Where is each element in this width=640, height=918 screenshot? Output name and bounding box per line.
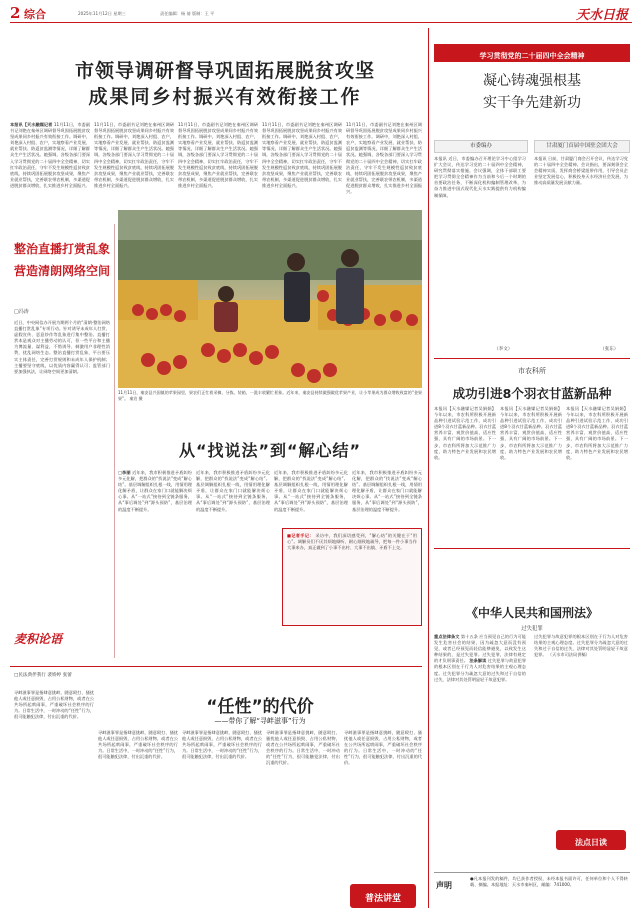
right-mid-body-col1 <box>434 406 496 540</box>
footer-label: 声明 <box>436 881 452 890</box>
reporter-note-title: ■记者手记： <box>287 533 314 538</box>
right-law-body-col2 <box>534 634 628 820</box>
right-top-author-b: （张东） <box>600 347 619 352</box>
right-top-body-a <box>434 156 526 344</box>
photo-caption <box>118 390 422 401</box>
feature-headline: “任性”的代价 <box>206 697 314 717</box>
opinion-body-continued: 近年来，我市积极推进矛盾纠纷多元化解，把群众的“找说法”变成“解心结”。基层调解组织扎根一线，用情用理化解矛盾，让群众在家门口就能解决烦心事。从“一站式”接待到全链条服务，从“事后调处”到“源头预防”，基层治理的温度不断提升。 <box>352 470 422 512</box>
feature-body-col5 <box>344 730 422 880</box>
right-mid-headline: 成功引进8个羽衣甘蓝新品种 <box>452 386 612 401</box>
right-block-divider <box>428 28 429 908</box>
right-mid-body-continued: 本报讯【天水融媒记者吴娟娟】今年以来，市农科所积极开展新品种引进试验示范工作，成功引进8个羽衣甘蓝新品种。羽衣甘蓝营养丰富、观赏价值高，适应性强，具有广阔的市场前景。下一步，市农科所将加大示范推广力度，助力特色产业发展和农民增收。 <box>500 406 562 460</box>
lead-body-col5 <box>346 122 422 204</box>
right-law-headline: 《中华人民共和国刑法》 <box>465 606 598 620</box>
right-top-headline-line2: 实干争先建新功 <box>483 95 581 111</box>
law-daily-logo-text: 法点日读 <box>575 838 607 847</box>
commentary-title <box>14 238 110 282</box>
section-name: 综合 <box>24 8 46 21</box>
commentary-body <box>14 320 110 620</box>
page-number: 2 <box>10 4 21 22</box>
opinion-body-col1 <box>118 470 192 656</box>
left-column-divider <box>114 224 115 658</box>
footer-rule <box>434 872 630 873</box>
opinion-body: 近年来，我市积极推进矛盾纠纷多元化解，把群众的“找说法”变成“解心结”。基层调解组织扎根一线，用情用理化解矛盾，让群众在家门口就能解决烦心事。从“一站式”接待到全链条服务，从“事后调处”到“源头预防”，基层治理的温度不断提升。 <box>118 470 192 512</box>
lead-body-col4 <box>262 122 342 204</box>
paper-logo: 天水日报 <box>575 8 628 23</box>
lead-byline: 本报讯【天水融媒记者 <box>10 122 53 127</box>
feature-body-continued: 寻衅滋事罪是指肆意挑衅，随意殴打、骚扰他人或任意损毁、占用公私财物，或者在公共场所起哄闹事，严重破坏社会秩序的行为。日常生活中，一时冲动的“任性”行为，很可能触犯法律，付出沉重的代价。 <box>266 730 340 766</box>
commentary-body-text: 近日，中央网信办开展为期两个月的“清朗·整治网络直播打赏乱象”专项行动。针对诱导未成年人打赏、虚假宣传、恶意炒作等乱象进行集中整治。直播打赏本是观众对主播劳动的认可，但一些平台和主播为博流量、谋利益，不惜诱导、刺激用户非理性消费，扰乱网络生态。整治直播打赏乱象，平台要压实主体责任，完善打赏规则和未成年人保护机制；主播要坚守底线，以优质内容赢得认可；监管部门要加强执法，让网络空间更加清朗。 <box>14 320 110 374</box>
masthead-rule <box>10 22 632 23</box>
right-top-body-b <box>534 156 628 344</box>
theme-banner-text: 学习贯彻党的二十届四中全会精神 <box>479 52 585 60</box>
feature-body-col3 <box>182 730 262 910</box>
right-law-body-col1 <box>434 634 526 870</box>
feature-body-continued: 寻衅滋事罪是指肆意挑衅，随意殴打、骚扰他人或任意损毁、占用公私财物，或者在公共场所起哄闹事，严重破坏社会秩序的行为。日常生活中，一时冲动的“任性”行为，很可能触犯法律，付出沉重的代价。 <box>182 730 262 760</box>
lead-body-continued: 11月11日，市委副书记刘艳在秦州区调研督导巩固拓展脱贫攻坚成果同乡村振兴有效衔接工作。调研中，刘艳深入村组、农户，实地察看产业发展、就业帮扶、防返贫监测等情况，详细了解群众生产生活状况。她强调，各级各部门要深入学习贯彻党的二十届四中全会精神，切实扛牢政治责任，守牢不发生规模性返贫致贫底线，持续巩固拓展脱贫攻坚成果，聚焦产业就业帮扶，完善联农带农机制，多渠道促进脱贫群众增收，扎实推进乡村全面振兴。 <box>178 122 258 188</box>
editor-line: 责任编辑：杨 倩 版制：王 平 <box>160 11 215 16</box>
feature-body-continued: 寻衅滋事罪是指肆意挑衅，随意殴打、骚扰他人或任意损毁、占用公私财物，或者在公共场所起哄闹事，严重破坏社会秩序的行为。日常生活中，一时冲动的“任性”行为，很可能触犯法律，付出沉重的代价。 <box>344 730 422 766</box>
subhead-b-text: 甘肃厦门首届中国驻会团大会 <box>546 143 618 149</box>
law-talk-logo-text: 普法讲堂 <box>364 894 401 904</box>
subhead-box-a <box>434 140 528 153</box>
subhead-a-text: 市委编办 <box>469 143 492 149</box>
right-law-body-continued: 过失犯罪与故意犯罪的根本区别在于行为人对危害结果的主观心理态度。过失犯罪分为疏忽大意的过失和过于自信的过失，法律对其处罚明显轻于故意犯罪。 <box>534 634 628 658</box>
feature-body-col4 <box>266 730 340 910</box>
right-mid-body-col2 <box>500 406 562 540</box>
orchard-photo <box>118 210 422 388</box>
right-top-body-b-text: 本报讯 日前，甘肃厦门商会召开会议，传达学习党的二十届四中全会精神。会议指出，要深刻领会全会精神实质，发挥商会桥梁纽带作用，引导会员企业坚定发展信心，积极投身天水经济社会发展，为推动高质量发展贡献力量。 <box>534 156 628 186</box>
lower-section-rule <box>10 666 422 667</box>
columnist-logo <box>14 628 110 656</box>
lead-body-col1 <box>10 122 90 204</box>
lead-headline-line2: 成果同乡村振兴有效衔接工作 <box>88 86 362 108</box>
lead-headline <box>40 58 410 110</box>
lead-body: 11月11日，市委副书记刘艳在秦州区调研督导巩固拓展脱贫攻坚成果同乡村振兴有效衔接工作。调研中，刘艳深入村组、农户，实地察看产业发展、就业帮扶、防返贫监测等情况，详细了解群众生产生活状况。她强调，各级各部门要深入学习贯彻党的二十届四中全会精神，切实扛牢政治责任，守牢不发生规模性返贫致贫底线，持续巩固拓展脱贫攻坚成果，聚焦产业就业帮扶，完善联农带农机制，多渠道促进脱贫群众增收，扎实推进乡村全面振兴。 <box>10 122 90 188</box>
lead-body-col2 <box>94 122 174 204</box>
lead-body-continued: 11月11日，市委副书记刘艳在秦州区调研督导巩固拓展脱贫攻坚成果同乡村振兴有效衔接工作。调研中，刘艳深入村组、农户，实地察看产业发展、就业帮扶、防返贫监测等情况，详细了解群众生产生活状况。她强调，各级各部门要深入学习贯彻党的二十届四中全会精神，切实扛牢政治责任，守牢不发生规模性返贫致贫底线，持续巩固拓展脱贫攻坚成果，聚焦产业就业帮扶，完善联农带农机制，多渠道促进脱贫群众增收，扎实推进乡村全面振兴。 <box>94 122 174 188</box>
opinion-body-continued: 近年来，我市积极推进矛盾纠纷多元化解，把群众的“找说法”变成“解心结”。基层调解组织扎根一线，用情用理化解矛盾，让群众在家门口就能解决烦心事。从“一站式”接待到全链条服务，从“事后调处”到“源头预防”，基层治理的温度不断提升。 <box>274 470 348 512</box>
theme-banner <box>434 44 630 62</box>
reporter-note-body: 采访中，我们深切感受到，“解心结”的关键在于“用心”。调解员们不厌其烦地倾听、耐心细致地疏导，把每一件小事当作大事来办，真正做到了小事不出村、大事不出镇、矛盾不上交。 <box>287 533 417 551</box>
right-law-rule <box>434 548 630 549</box>
lead-body-continued: 11月11日，市委副书记刘艳在秦州区调研督导巩固拓展脱贫攻坚成果同乡村振兴有效衔接工作。调研中，刘艳深入村组、农户，实地察看产业发展、就业帮扶、防返贫监测等情况，详细了解群众生产生活状况。她强调，各级各部门要深入学习贯彻党的二十届四中全会精神，切实扛牢政治责任，守牢不发生规模性返贫致贫底线，持续巩固拓展脱贫攻坚成果，聚焦产业就业帮扶，完善联农带农机制，多渠道促进脱贫群众增收，扎实推进乡村全面振兴。 <box>262 122 342 188</box>
right-law-sub1: 重点法律条文 <box>434 634 460 639</box>
footer-body-text: ●凡本报刊发的稿件，均已获作者授权，未经本报书面许可，任何单位和个人不得转载、摘编。本报地址：天水市秦州区，邮编：741000。 <box>470 876 628 888</box>
lead-body-col3 <box>178 122 258 204</box>
feature-body-col2 <box>98 730 178 910</box>
commentary-title-line2: 营造清朗网络空间 <box>14 264 111 278</box>
reporter-note <box>287 533 417 621</box>
right-law-sub2: 法条解读 <box>469 658 487 664</box>
feature-columnist: □民法典伴我行 裴娇婷 张蕾 <box>14 673 72 678</box>
feature-body: 寻衅滋事罪是指肆意挑衅，随意殴打、骚扰他人或任意损毁、占用公私财物，或者在公共场所起哄闹事，严重破坏社会秩序的行为。日常生活中，一时冲动的“任性”行为，很可能触犯法律，付出沉重的代价。 <box>14 690 94 720</box>
right-top-headline-line1: 凝心铸魂强根基 <box>483 73 581 89</box>
subhead-box-b <box>534 140 630 153</box>
opinion-byline: □李丽 <box>118 470 131 475</box>
right-law-source: （天水市司法局供稿） <box>547 652 590 658</box>
law-talk-logo <box>350 884 416 908</box>
right-mid-body-continued: 本报讯【天水融媒记者吴娟娟】今年以来，市农科所积极开展新品种引进试验示范工作，成功引进8个羽衣甘蓝新品种。羽衣甘蓝营养丰富、观赏价值高，适应性强，具有广阔的市场前景。下一步，市农科所将加大示范推广力度，助力特色产业发展和农民增收。 <box>566 406 628 460</box>
right-top-author-a: （李文） <box>494 347 513 352</box>
right-law-body2: 过失犯罪与故意犯罪的根本区别在于行为人对危害结果的主观心理态度。过失犯罪分为疏忽大意的过失和过于自信的过失，法律对其处罚明显轻于故意犯罪。 <box>434 658 526 682</box>
opinion-headline: 从“找说法”到“解心结” <box>178 441 362 460</box>
lead-body-continued: 11月11日，市委副书记刘艳在秦州区调研督导巩固拓展脱贫攻坚成果同乡村振兴有效衔接工作。调研中，刘艳深入村组、农户，实地察看产业发展、就业帮扶、防返贫监测等情况，详细了解群众生产生活状况。她强调，各级各部门要深入学习贯彻党的二十届四中全会精神，切实扛牢政治责任，守牢不发生规模性返贫致贫底线，持续巩固拓展脱贫攻坚成果，聚焦产业就业帮扶，完善联农带农机制，多渠道促进脱贫群众增收，扎实推进乡村全面振兴。 <box>346 122 422 195</box>
photo-caption-text: 11月11日，秦安县兴国镇的苹果园里，果农们正忙着采摘、分拣、装箱，一派丰收繁忙景象。近年来，秦安县持续做强做优苹果产业，让小苹果成为群众增收致富的“金果果”。 秦宣 摄 <box>118 390 422 401</box>
feature-body-continued: 寻衅滋事罪是指肆意挑衅，随意殴打、骚扰他人或任意损毁、占用公私财物，或者在公共场所起哄闹事，严重破坏社会秩序的行为。日常生活中，一时冲动的“任性”行为，很可能触犯法律，付出沉重的代价。 <box>98 730 178 760</box>
lead-headline-line1: 市领导调研督导巩固拓展脱贫攻坚 <box>74 60 375 82</box>
right-mid-body: 本报讯【天水融媒记者吴娟娟】今年以来，市农科所积极开展新品种引进试验示范工作，成功引进8个羽衣甘蓝新品种。羽衣甘蓝营养丰富、观赏价值高，适应性强，具有广阔的市场前景。下一步，市农科所将加大示范推广力度，助力特色产业发展和农民增收。 <box>434 406 496 460</box>
feature-subhead: ——带你了解“寻衅滋事”行为 <box>214 717 306 725</box>
right-mid-kicker: 市农科所 <box>518 367 546 375</box>
masthead <box>10 4 632 23</box>
law-daily-logo <box>556 830 626 850</box>
footer-body <box>470 876 628 912</box>
right-law-section: 过失犯罪 <box>521 626 543 632</box>
opinion-body-continued: 近年来，我市积极推进矛盾纠纷多元化解，把群众的“找说法”变成“解心结”。基层调解组织扎根一线，用情用理化解矛盾，让群众在家门口就能解决烦心事。从“一站式”接待到全链条服务，从“事后调处”到“源头预防”，基层治理的温度不断提升。 <box>196 470 270 512</box>
commentary-author: □冯涛 <box>14 309 29 315</box>
commentary-title-line1: 整治直播打赏乱象 <box>14 242 111 256</box>
opinion-body-col4 <box>352 470 422 526</box>
feature-body-col1 <box>14 690 94 910</box>
orchard-photo-illustration <box>118 210 422 388</box>
opinion-body-col2 <box>196 470 270 656</box>
right-mid-rule <box>434 358 630 359</box>
right-top-headline <box>434 70 630 114</box>
right-law-body: 第十五条 应当预见自己的行为可能发生危害社会的结果，因为疏忽大意而没有预见，或者已经预见而轻信能够避免，以致发生这种结果的，是过失犯罪。过失犯罪，法律有规定的才负刑事责任。 <box>434 634 526 664</box>
right-top-body-a-text: 本报讯 近日，市委编办召开理论学习中心组学习扩大会议，传达学习党的二十届四中全会精神，研究贯彻落实措施。会议强调，全体干部职工要把学习贯彻全会精神作为当前和今后一个时期的首要政治任务，不断深化机构编制管理改革，为奋力推进中国式现代化天水实践提供有力机构编制保障。 <box>434 156 526 198</box>
date-line: 2025年11月12日 星期三 <box>78 11 126 16</box>
columnist-logo-text: 麦积论语 <box>14 632 63 646</box>
right-mid-body-col3 <box>566 406 628 540</box>
reporter-note-box <box>282 528 422 626</box>
